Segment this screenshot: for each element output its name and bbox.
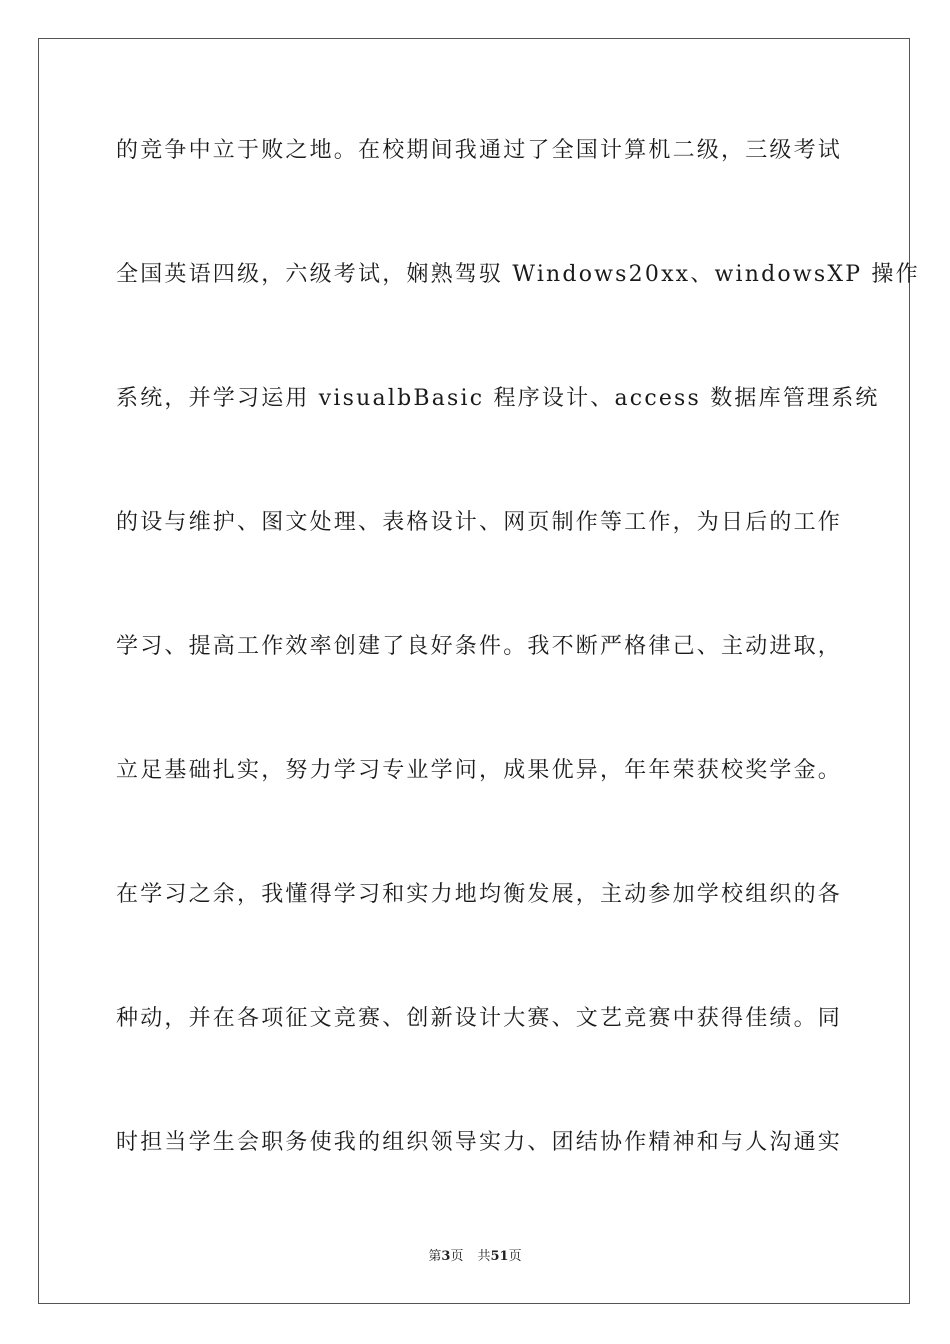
- total-pages: 51: [490, 1249, 509, 1264]
- page-footer: [0, 1248, 950, 1266]
- page-label-suffix: 页: [450, 1249, 464, 1264]
- body-text-line: 立足基础扎实，努力学习专业学问，成果优异，年年荣获校奖学金。: [116, 758, 843, 783]
- body-text-line: 种动，并在各项征文竞赛、创新设计大赛、文艺竞赛中获得佳绩。同: [116, 1006, 843, 1031]
- body-text-line: 在学习之余，我懂得学习和实力地均衡发展，主动参加学校组织的各: [116, 882, 843, 907]
- body-text-line: 系统，并学习运用 visualbBasic 程序设计、access 数据库管理系统: [116, 386, 880, 411]
- total-label-prefix: 共: [477, 1249, 491, 1264]
- page-number: 3: [441, 1249, 451, 1264]
- page-frame: [38, 38, 920, 1304]
- page-label-prefix: 第: [428, 1249, 442, 1264]
- body-text-line: 时担当学生会职务使我的组织领导实力、团结协作精神和与人沟通实: [116, 1130, 843, 1155]
- body-text-line: 的设与维护、图文处理、表格设计、网页制作等工作，为日后的工作: [116, 510, 843, 535]
- total-label-suffix: 页: [508, 1249, 522, 1264]
- body-text-line: 全国英语四级，六级考试，娴熟驾驭 Windows20xx、windowsXP 操作: [116, 262, 920, 287]
- body-text-line: 的竞争中立于败之地。在校期间我通过了全国计算机二级，三级考试: [116, 138, 843, 163]
- body-text-line: 学习、提高工作效率创建了良好条件。我不断严格律己、主动进取，: [116, 634, 843, 659]
